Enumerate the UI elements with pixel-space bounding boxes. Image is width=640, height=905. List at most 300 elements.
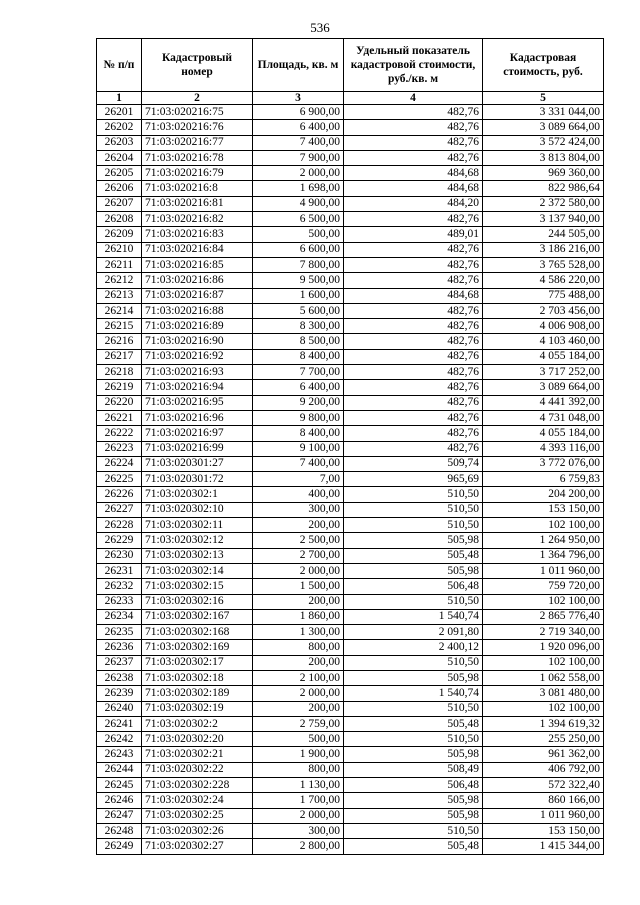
row-number: 26217: [97, 349, 142, 364]
cadastral-number: 71:03:020302:1: [142, 487, 253, 502]
area-value: 6 900,00: [253, 105, 344, 120]
cadastral-number: 71:03:020216:86: [142, 273, 253, 288]
row-number: 26216: [97, 334, 142, 349]
cadastral-number: 71:03:020302:169: [142, 640, 253, 655]
row-number: 26202: [97, 120, 142, 135]
specific-rate-value: 484,20: [344, 196, 483, 211]
specific-rate-value: 2 091,80: [344, 625, 483, 640]
specific-rate-value: 489,01: [344, 227, 483, 242]
area-value: 200,00: [253, 655, 344, 670]
area-value: 4 900,00: [253, 196, 344, 211]
table-body: [97, 92, 604, 855]
specific-rate-value: 505,48: [344, 839, 483, 854]
cadastral-number: 71:03:020216:99: [142, 441, 253, 456]
area-value: 500,00: [253, 732, 344, 747]
specific-rate-value: 482,76: [344, 303, 483, 318]
cadastral-number: 71:03:020301:72: [142, 472, 253, 487]
cadastral-number: 71:03:020216:8: [142, 181, 253, 196]
specific-rate-value: 482,76: [344, 380, 483, 395]
cadastral-number: 71:03:020216:97: [142, 426, 253, 441]
specific-rate-value: 505,98: [344, 670, 483, 685]
table-row: [97, 334, 604, 349]
area-value: 9 200,00: [253, 395, 344, 410]
cadastral-cost-value: 3 572 424,00: [483, 135, 604, 150]
cadastral-number: 71:03:020216:92: [142, 349, 253, 364]
table-row: [97, 242, 604, 257]
specific-rate-value: 505,48: [344, 716, 483, 731]
specific-rate-value: 484,68: [344, 288, 483, 303]
row-number: 26244: [97, 762, 142, 777]
cadastral-cost-value: 3 081 480,00: [483, 686, 604, 701]
column-number: 1: [97, 92, 142, 105]
cadastral-number: 71:03:020302:14: [142, 563, 253, 578]
table-row: [97, 716, 604, 731]
table-row: [97, 487, 604, 502]
specific-rate-value: 482,76: [344, 120, 483, 135]
cadastral-number: 71:03:020302:228: [142, 778, 253, 793]
table-row: [97, 762, 604, 777]
header-cadastral-cost: Кадастровая стоимость, руб.: [483, 39, 604, 92]
specific-rate-value: 510,50: [344, 732, 483, 747]
area-value: 1 700,00: [253, 793, 344, 808]
area-value: 800,00: [253, 640, 344, 655]
cadastral-cost-value: 102 100,00: [483, 655, 604, 670]
cadastral-number: 71:03:020302:15: [142, 579, 253, 594]
specific-rate-value: 482,76: [344, 349, 483, 364]
cadastral-number: 71:03:020301:27: [142, 456, 253, 471]
cadastral-cost-value: 822 986,64: [483, 181, 604, 196]
cadastral-number: 71:03:020216:87: [142, 288, 253, 303]
area-value: 800,00: [253, 762, 344, 777]
area-value: 400,00: [253, 487, 344, 502]
area-value: 6 500,00: [253, 212, 344, 227]
cadastral-number: 71:03:020216:89: [142, 319, 253, 334]
specific-rate-value: 484,68: [344, 166, 483, 181]
row-number: 26231: [97, 563, 142, 578]
specific-rate-value: 482,76: [344, 410, 483, 425]
area-value: 200,00: [253, 701, 344, 716]
table-row: [97, 105, 604, 120]
area-value: 1 900,00: [253, 747, 344, 762]
area-value: 5 600,00: [253, 303, 344, 318]
table-row: [97, 579, 604, 594]
table-row: [97, 502, 604, 517]
cadastral-cost-value: 3 813 804,00: [483, 150, 604, 165]
cadastral-number: 71:03:020216:94: [142, 380, 253, 395]
cadastral-cost-value: 102 100,00: [483, 518, 604, 533]
column-number: 4: [344, 92, 483, 105]
area-value: 8 400,00: [253, 349, 344, 364]
area-value: 300,00: [253, 502, 344, 517]
cadastral-number: 71:03:020216:83: [142, 227, 253, 242]
cadastral-number: 71:03:020302:19: [142, 701, 253, 716]
header-area: Площадь, кв. м: [253, 39, 344, 92]
cadastral-cost-value: 1 062 558,00: [483, 670, 604, 685]
cadastral-cost-value: 2 719 340,00: [483, 625, 604, 640]
specific-rate-value: 505,98: [344, 533, 483, 548]
area-value: 2 000,00: [253, 808, 344, 823]
cadastral-number: 71:03:020216:85: [142, 257, 253, 272]
cadastral-cost-value: 572 322,40: [483, 778, 604, 793]
row-number: 26207: [97, 196, 142, 211]
row-number: 26249: [97, 839, 142, 854]
cadastral-cost-value: 153 150,00: [483, 502, 604, 517]
cadastral-cost-value: 4 731 048,00: [483, 410, 604, 425]
cadastral-number: 71:03:020216:79: [142, 166, 253, 181]
specific-rate-value: 1 540,74: [344, 686, 483, 701]
row-number: 26228: [97, 518, 142, 533]
cadastral-number: 71:03:020302:11: [142, 518, 253, 533]
cadastral-cost-value: 204 200,00: [483, 487, 604, 502]
cadastral-number: 71:03:020302:10: [142, 502, 253, 517]
cadastral-number: 71:03:020216:77: [142, 135, 253, 150]
table-row: [97, 196, 604, 211]
cadastral-number: 71:03:020302:26: [142, 823, 253, 838]
header-cadastral-number: Кадастровый номер: [142, 39, 253, 92]
area-value: 8 400,00: [253, 426, 344, 441]
specific-rate-value: 2 400,12: [344, 640, 483, 655]
area-value: 500,00: [253, 227, 344, 242]
area-value: 2 800,00: [253, 839, 344, 854]
specific-rate-value: 482,76: [344, 395, 483, 410]
table-row: [97, 212, 604, 227]
table-row: [97, 563, 604, 578]
cadastral-cost-value: 406 792,00: [483, 762, 604, 777]
cadastral-number: 71:03:020302:12: [142, 533, 253, 548]
cadastral-cost-value: 102 100,00: [483, 701, 604, 716]
area-value: 8 300,00: [253, 319, 344, 334]
cadastral-cost-value: 961 362,00: [483, 747, 604, 762]
specific-rate-value: 505,98: [344, 563, 483, 578]
row-number: 26203: [97, 135, 142, 150]
cadastral-cost-value: 1 264 950,00: [483, 533, 604, 548]
table-row: [97, 533, 604, 548]
table-row: [97, 303, 604, 318]
cadastral-number: 71:03:020216:95: [142, 395, 253, 410]
row-number: 26237: [97, 655, 142, 670]
cadastral-cost-value: 4 393 116,00: [483, 441, 604, 456]
specific-rate-value: 482,76: [344, 105, 483, 120]
row-number: 26204: [97, 150, 142, 165]
cadastral-cost-value: 3 772 076,00: [483, 456, 604, 471]
row-number: 26218: [97, 365, 142, 380]
table-row: [97, 456, 604, 471]
cadastral-number: 71:03:020216:82: [142, 212, 253, 227]
cadastral-cost-value: 3 331 044,00: [483, 105, 604, 120]
specific-rate-value: 505,98: [344, 747, 483, 762]
cadastral-number: 71:03:020302:2: [142, 716, 253, 731]
row-number: 26211: [97, 257, 142, 272]
row-number: 26235: [97, 625, 142, 640]
specific-rate-value: 965,69: [344, 472, 483, 487]
cadastral-cost-value: 2 865 776,40: [483, 609, 604, 624]
row-number: 26215: [97, 319, 142, 334]
table-row: [97, 670, 604, 685]
table-row: [97, 655, 604, 670]
cadastral-number: 71:03:020216:76: [142, 120, 253, 135]
page-number: 536: [310, 20, 330, 35]
area-value: 2 100,00: [253, 670, 344, 685]
cadastral-number: 71:03:020302:17: [142, 655, 253, 670]
table-row: [97, 319, 604, 334]
row-number: 26240: [97, 701, 142, 716]
area-value: 2 500,00: [253, 533, 344, 548]
specific-rate-value: 482,76: [344, 426, 483, 441]
row-number: 26230: [97, 548, 142, 563]
row-number: 26236: [97, 640, 142, 655]
table-row: [97, 548, 604, 563]
row-number: 26214: [97, 303, 142, 318]
area-value: 9 100,00: [253, 441, 344, 456]
cadastral-cost-value: 3 089 664,00: [483, 380, 604, 395]
row-number: 26208: [97, 212, 142, 227]
row-number: 26234: [97, 609, 142, 624]
specific-rate-value: 482,76: [344, 242, 483, 257]
specific-rate-value: 482,76: [344, 334, 483, 349]
row-number: 26247: [97, 808, 142, 823]
table-row: [97, 472, 604, 487]
specific-rate-value: 505,98: [344, 793, 483, 808]
area-value: 7 400,00: [253, 456, 344, 471]
table-row: [97, 823, 604, 838]
cadastral-value-table: [96, 38, 604, 855]
table-row: [97, 349, 604, 364]
row-number: 26210: [97, 242, 142, 257]
area-value: 200,00: [253, 518, 344, 533]
cadastral-number: 71:03:020302:16: [142, 594, 253, 609]
cadastral-number: 71:03:020302:189: [142, 686, 253, 701]
specific-rate-value: 1 540,74: [344, 609, 483, 624]
table-row: [97, 181, 604, 196]
cadastral-cost-value: 1 364 796,00: [483, 548, 604, 563]
row-number: 26221: [97, 410, 142, 425]
column-number-row: [97, 92, 604, 105]
cadastral-number: 71:03:020216:93: [142, 365, 253, 380]
cadastral-cost-value: 775 488,00: [483, 288, 604, 303]
specific-rate-value: 505,98: [344, 808, 483, 823]
area-value: 2 000,00: [253, 686, 344, 701]
table-row: [97, 747, 604, 762]
table-row: [97, 808, 604, 823]
table-row: [97, 380, 604, 395]
area-value: 1 130,00: [253, 778, 344, 793]
cadastral-number: 71:03:020216:90: [142, 334, 253, 349]
cadastral-number: 71:03:020216:96: [142, 410, 253, 425]
specific-rate-value: 484,68: [344, 181, 483, 196]
row-number: 26206: [97, 181, 142, 196]
specific-rate-value: 482,76: [344, 365, 483, 380]
specific-rate-value: 510,50: [344, 701, 483, 716]
cadastral-number: 71:03:020302:27: [142, 839, 253, 854]
cadastral-cost-value: 4 006 908,00: [483, 319, 604, 334]
cadastral-cost-value: 860 166,00: [483, 793, 604, 808]
area-value: 7,00: [253, 472, 344, 487]
table-row: [97, 365, 604, 380]
table-row: [97, 288, 604, 303]
row-number: 26205: [97, 166, 142, 181]
row-number: 26225: [97, 472, 142, 487]
area-value: 7 800,00: [253, 257, 344, 272]
cadastral-cost-value: 4 055 184,00: [483, 349, 604, 364]
cadastral-cost-value: 1 394 619,32: [483, 716, 604, 731]
row-number: 26227: [97, 502, 142, 517]
table-row: [97, 640, 604, 655]
cadastral-cost-value: 3 137 940,00: [483, 212, 604, 227]
specific-rate-value: 482,76: [344, 150, 483, 165]
cadastral-number: 71:03:020216:78: [142, 150, 253, 165]
cadastral-cost-value: 153 150,00: [483, 823, 604, 838]
row-number: 26243: [97, 747, 142, 762]
area-value: 2 700,00: [253, 548, 344, 563]
cadastral-number: 71:03:020302:24: [142, 793, 253, 808]
area-value: 2 759,00: [253, 716, 344, 731]
table-row: [97, 120, 604, 135]
specific-rate-value: 506,48: [344, 778, 483, 793]
table-row: [97, 410, 604, 425]
specific-rate-value: 510,50: [344, 594, 483, 609]
area-value: 6 400,00: [253, 380, 344, 395]
area-value: 7 700,00: [253, 365, 344, 380]
cadastral-cost-value: 244 505,00: [483, 227, 604, 242]
specific-rate-value: 482,76: [344, 212, 483, 227]
row-number: 26246: [97, 793, 142, 808]
cadastral-number: 71:03:020302:25: [142, 808, 253, 823]
cadastral-cost-value: 969 360,00: [483, 166, 604, 181]
cadastral-cost-value: 1 011 960,00: [483, 808, 604, 823]
area-value: 9 500,00: [253, 273, 344, 288]
cadastral-cost-value: 2 703 456,00: [483, 303, 604, 318]
row-number: 26209: [97, 227, 142, 242]
row-number: 26233: [97, 594, 142, 609]
row-number: 26220: [97, 395, 142, 410]
cadastral-number: 71:03:020216:81: [142, 196, 253, 211]
table-row: [97, 518, 604, 533]
cadastral-number: 71:03:020302:167: [142, 609, 253, 624]
cadastral-cost-value: 759 720,00: [483, 579, 604, 594]
cadastral-number: 71:03:020302:18: [142, 670, 253, 685]
table-row: [97, 594, 604, 609]
row-number: 26241: [97, 716, 142, 731]
cadastral-cost-value: 4 103 460,00: [483, 334, 604, 349]
column-number: 2: [142, 92, 253, 105]
row-number: 26238: [97, 670, 142, 685]
area-value: 1 500,00: [253, 579, 344, 594]
cadastral-number: 71:03:020302:22: [142, 762, 253, 777]
row-number: 26245: [97, 778, 142, 793]
header-specific-rate: Удельный показатель кадастровой стоимости, руб./кв. м: [344, 39, 483, 92]
specific-rate-value: 506,48: [344, 579, 483, 594]
header-row: [97, 39, 604, 92]
cadastral-number: 71:03:020302:20: [142, 732, 253, 747]
area-value: 200,00: [253, 594, 344, 609]
area-value: 1 860,00: [253, 609, 344, 624]
cadastral-cost-value: 3 186 216,00: [483, 242, 604, 257]
row-number: 26213: [97, 288, 142, 303]
area-value: 8 500,00: [253, 334, 344, 349]
column-number: 3: [253, 92, 344, 105]
cadastral-cost-value: 1 011 960,00: [483, 563, 604, 578]
table-row: [97, 257, 604, 272]
cadastral-cost-value: 3 089 664,00: [483, 120, 604, 135]
cadastral-cost-value: 4 586 220,00: [483, 273, 604, 288]
specific-rate-value: 510,50: [344, 823, 483, 838]
table-row: [97, 732, 604, 747]
cadastral-cost-value: 6 759,83: [483, 472, 604, 487]
cadastral-cost-value: 1 920 096,00: [483, 640, 604, 655]
table-row: [97, 625, 604, 640]
specific-rate-value: 482,76: [344, 319, 483, 334]
table-row: [97, 150, 604, 165]
area-value: 1 698,00: [253, 181, 344, 196]
area-value: 1 300,00: [253, 625, 344, 640]
specific-rate-value: 508,49: [344, 762, 483, 777]
cadastral-cost-value: 3 765 528,00: [483, 257, 604, 272]
row-number: 26232: [97, 579, 142, 594]
cadastral-number: 71:03:020302:168: [142, 625, 253, 640]
cadastral-number: 71:03:020216:84: [142, 242, 253, 257]
table-row: [97, 395, 604, 410]
cadastral-cost-value: 102 100,00: [483, 594, 604, 609]
cadastral-cost-value: 4 055 184,00: [483, 426, 604, 441]
specific-rate-value: 510,50: [344, 502, 483, 517]
cadastral-number: 71:03:020216:88: [142, 303, 253, 318]
row-number: 26224: [97, 456, 142, 471]
row-number: 26212: [97, 273, 142, 288]
area-value: 2 000,00: [253, 166, 344, 181]
table-row: [97, 609, 604, 624]
area-value: 300,00: [253, 823, 344, 838]
table-row: [97, 839, 604, 854]
row-number: 26242: [97, 732, 142, 747]
table-row: [97, 426, 604, 441]
table-row: [97, 166, 604, 181]
specific-rate-value: 510,50: [344, 487, 483, 502]
table-row: [97, 135, 604, 150]
area-value: 7 900,00: [253, 150, 344, 165]
table-row: [97, 778, 604, 793]
area-value: 1 600,00: [253, 288, 344, 303]
cadastral-number: 71:03:020302:21: [142, 747, 253, 762]
area-value: 6 600,00: [253, 242, 344, 257]
row-number: 26222: [97, 426, 142, 441]
row-number: 26226: [97, 487, 142, 502]
row-number: 26219: [97, 380, 142, 395]
column-number: 5: [483, 92, 604, 105]
cadastral-cost-value: 1 415 344,00: [483, 839, 604, 854]
table-row: [97, 227, 604, 242]
specific-rate-value: 510,50: [344, 655, 483, 670]
specific-rate-value: 509,74: [344, 456, 483, 471]
cadastral-cost-value: 2 372 580,00: [483, 196, 604, 211]
area-value: 7 400,00: [253, 135, 344, 150]
specific-rate-value: 482,76: [344, 135, 483, 150]
table-row: [97, 793, 604, 808]
cadastral-number: 71:03:020302:13: [142, 548, 253, 563]
area-value: 2 000,00: [253, 563, 344, 578]
row-number: 26248: [97, 823, 142, 838]
cadastral-cost-value: 3 717 252,00: [483, 365, 604, 380]
specific-rate-value: 482,76: [344, 257, 483, 272]
table-row: [97, 273, 604, 288]
row-number: 26229: [97, 533, 142, 548]
specific-rate-value: 510,50: [344, 518, 483, 533]
header-num: № п/п: [97, 39, 142, 92]
specific-rate-value: 505,48: [344, 548, 483, 563]
cadastral-cost-value: 4 441 392,00: [483, 395, 604, 410]
cadastral-cost-value: 255 250,00: [483, 732, 604, 747]
row-number: 26223: [97, 441, 142, 456]
area-value: 9 800,00: [253, 410, 344, 425]
